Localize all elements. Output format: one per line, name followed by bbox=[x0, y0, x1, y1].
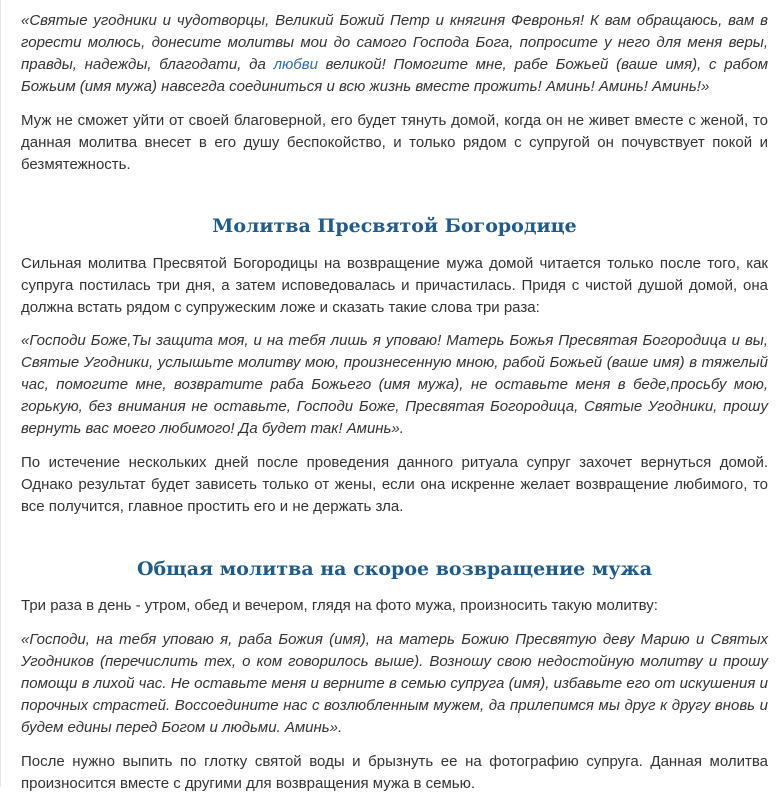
love-link[interactable]: любви bbox=[273, 56, 318, 73]
heading-general-prayer: Общая молитва на скорое возвращение мужа bbox=[136, 558, 653, 580]
prayer-quote-bogoroditsa: «Господи Боже,Ты защита моя, и на тебя лишь я уповаю! Матерь Божья Пресвятая Богородица и вы, Святые Угодники, услышьте молитву мою, произнесенную мною, рабой Божьей (ваше имя) в тяжелый час, помогите мне, возвратите раба Божьего (имя мужа), не оставьте меня в беде,просьбу мою, горькую, без внимания не оставьте, Господи Боже, Пресвятая Богородица, Святые Угодники, прошу вернуть вас моего любимого! Да будет так! Аминь». bbox=[21, 332, 768, 437]
quote-text-end: великой! Помогите мне, рабе Божьей (ваше имя), с рабом Божьим (имя мужа) навсегда соединиться и всю жизнь вместе прожить! Аминь! Аминь! Аминь!» bbox=[21, 56, 768, 95]
prayer-quote-general: «Господи, на тебя уповаю я, раба Божия (имя), на матерь Божию Пресвятую деву Марию и Святых Угодников (перечислить тех, о ком говорилось выше). Возношу свою недостойную молитву и прошу помощи в лихой час. Не оставьте меня и верните в семью супруга (имя), избавьте его от искушения и порочных страстей. Воссоедините нас с возлюбленным мужем, да прилепимся мы друг к другу вновь и будем едины перед Богом и людьми. Аминь». bbox=[21, 631, 768, 736]
prayer-quote-petr-fevronia bbox=[21, 10, 768, 98]
paragraph-general-intro: Три раза в день - утром, обед и вечером, глядя на фото мужа, произносить такую молитву: bbox=[21, 597, 658, 614]
paragraph-bogoroditsa-intro: Сильная молитва Пресвятой Богородицы на возвращение мужа домой читается только после того, как супруга постилась три дня, а затем исповедовалась и причастилась. Придя с чистой душой домой, она должна встать рядом с супружеским ложе и сказать такие слова три раза: bbox=[21, 255, 768, 316]
paragraph-holy-water: После нужно выпить по глотку святой воды и брызнуть ее на фотографию супруга. Данная молитва произносится вместе с другими для возвращения мужа в семью. bbox=[21, 753, 768, 792]
quote-text-start: «Святые угодники и чудотворцы, Великий Божий Петр и княгиня Февронья! К вам обращаюсь, вам в горести молюсь, донесите молитвы мои до самого Господа Бога, попросите у него для меня веры, правды, надежды, благодати, да bbox=[21, 12, 768, 73]
heading-bogoroditsa: Молитва Пресвятой Богородице bbox=[212, 215, 577, 237]
paragraph-effect: Муж не сможет уйти от своей благоверной, его будет тянуть домой, когда он не живет вместе с женой, то данная молитва внесет в его душу беспокойство, и только рядом с супругой он почувствует покой и безмятежность. bbox=[21, 112, 768, 173]
paragraph-ritual-result: По истечение нескольких дней после проведения данного ритуала супруг захочет вернуться домой. Однако результат будет зависеть только от жены, если она искренне желает возвращение любимого, то все получится, главное простить его и не держать зла. bbox=[21, 454, 768, 515]
